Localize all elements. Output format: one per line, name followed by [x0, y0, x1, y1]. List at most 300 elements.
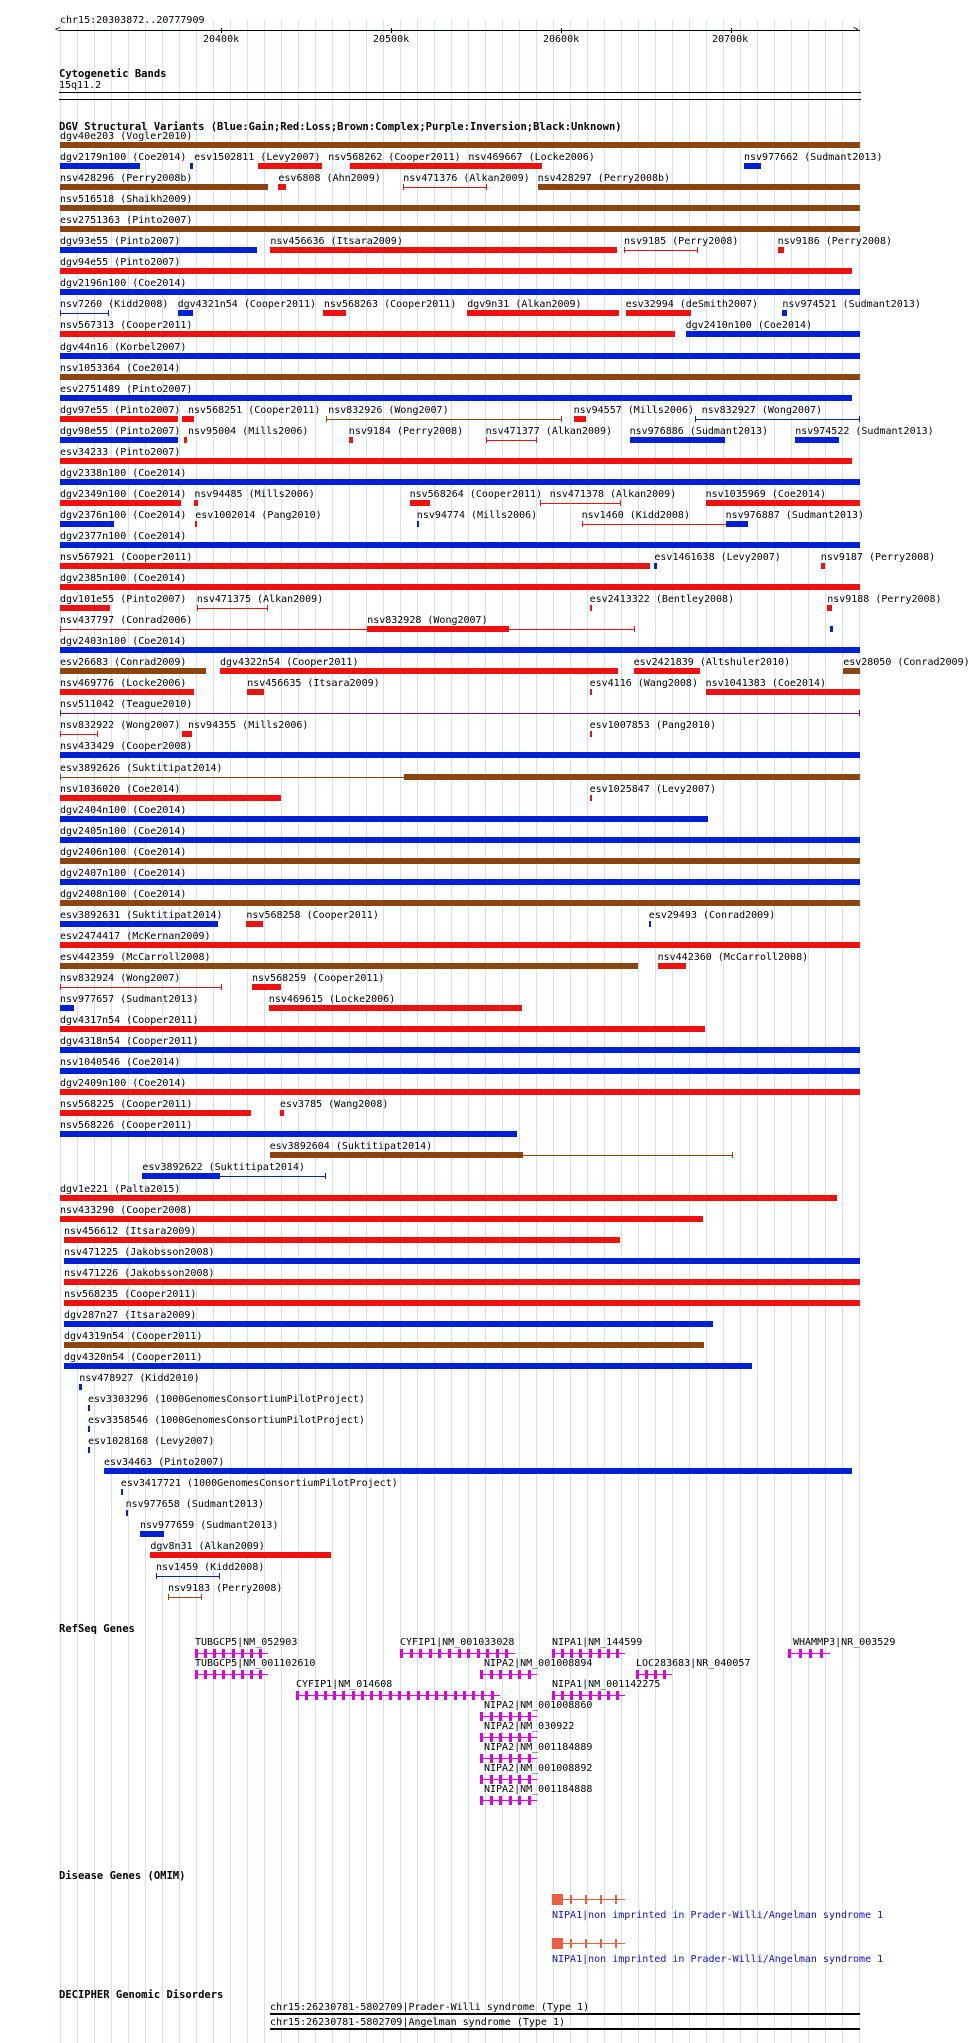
- gene-exon: [509, 1733, 512, 1742]
- sv-label: dgv101e55 (Pinto2007): [60, 594, 187, 606]
- gene-exon: [505, 1649, 508, 1658]
- gene-exon: [589, 1691, 592, 1700]
- sv-bar: [142, 1173, 220, 1179]
- sv-label: nsv974521 (Sudmant2013): [782, 299, 921, 311]
- sv-bar: [60, 226, 860, 232]
- gene-exon: [333, 1691, 336, 1700]
- sv-bar: [60, 752, 860, 758]
- sv-bar: [60, 521, 114, 527]
- ruler-tick-label: 20500k: [373, 34, 410, 45]
- sv-label: nsv469615 (Locke2006): [268, 994, 396, 1006]
- gene-exon: [232, 1649, 235, 1658]
- cytoband-title: Cytogenetic Bands: [59, 68, 167, 80]
- gene-exon: [426, 1691, 429, 1700]
- sv-label: dgv97e55 (Pinto2007): [60, 404, 181, 416]
- sv-bar: [574, 416, 586, 422]
- gene-exon: [561, 1649, 564, 1658]
- gene-exon: [250, 1670, 253, 1679]
- sv-bar: [60, 584, 860, 590]
- gene-exon: [324, 1691, 327, 1700]
- sv-bar: [60, 437, 178, 443]
- sv-bar: [64, 1237, 620, 1243]
- gene-exon: [435, 1691, 438, 1700]
- sv-label: esv29493 (Conrad2009): [648, 909, 776, 921]
- gene-exon: [518, 1796, 521, 1805]
- gene-exon: [499, 1796, 502, 1805]
- sv-bar: [744, 163, 761, 169]
- sv-bar: [323, 310, 346, 316]
- sv-bar: [60, 542, 860, 548]
- sv-label: nsv1460 (Kidd2008): [581, 509, 690, 521]
- gene-exon: [509, 1754, 512, 1763]
- sv-bar: [60, 816, 708, 822]
- gene-label: TUBGCP5|NM_052903: [195, 1637, 298, 1648]
- sv-label: dgv2404n100 (Coe2014): [60, 804, 187, 816]
- sv-bar: [150, 1552, 331, 1558]
- sv-label: dgv2407n100 (Coe2014): [60, 867, 187, 879]
- gene-exon: [467, 1649, 470, 1658]
- gene-exon: [645, 1670, 648, 1679]
- gene-exon: [463, 1691, 466, 1700]
- sv-bar: [60, 879, 860, 885]
- sv-bar: [634, 668, 700, 674]
- gene-exon: [315, 1691, 318, 1700]
- sv-bar: [403, 187, 487, 188]
- sv-bar-end: [561, 416, 562, 422]
- sv-bar: [60, 987, 222, 988]
- sv-bar: [726, 521, 748, 527]
- sv-bar: [686, 331, 860, 337]
- disease-gene-exon: [600, 1895, 602, 1904]
- sv-label: nsv511042 (Teague2010): [60, 699, 193, 711]
- sv-bar: [60, 1068, 860, 1074]
- gene-label: TUBGCP5|NM_001102610: [195, 1658, 316, 1669]
- sv-label: nsv568262 (Cooper2011): [328, 152, 461, 164]
- ruler-tick-label: 20600k: [543, 34, 580, 45]
- gene-exon: [204, 1670, 207, 1679]
- sv-label: esv2413322 (Bentley2008): [589, 594, 735, 606]
- grid-line: [825, 20, 826, 2043]
- sv-label: esv3358546 (1000GenomesConsortiumPilotProject): [88, 1415, 365, 1427]
- sv-bar-end: [60, 731, 61, 737]
- sv-label: esv1028168 (Levy2007): [88, 1436, 215, 1448]
- sv-label: esv3892604 (Suktitipat2014): [269, 1141, 433, 1153]
- sv-label: dgv44n16 (Korbel2007): [60, 341, 187, 353]
- sv-bar: [60, 942, 860, 948]
- gene-exon: [509, 1775, 512, 1784]
- sv-bar: [706, 500, 860, 506]
- ruler-axis: [60, 30, 860, 31]
- sv-label: esv1025847 (Levy2007): [589, 783, 717, 795]
- sv-label: nsv568258 (Cooper2011): [246, 909, 379, 921]
- sv-bar: [60, 1089, 860, 1095]
- sv-label: esv34233 (Pinto2007): [60, 446, 181, 458]
- sv-bar: [88, 1405, 90, 1411]
- sv-label: esv3417721 (1000GenomesConsortiumPilotProject): [120, 1478, 398, 1490]
- refseq-title: RefSeq Genes: [59, 1623, 135, 1635]
- sv-label: esv3785 (Wang2008): [280, 1099, 389, 1111]
- gene-exon: [570, 1649, 573, 1658]
- sv-bar-end: [620, 500, 621, 506]
- sv-label: nsv7260 (Kidd2008): [60, 299, 169, 311]
- sv-bar-end: [197, 605, 198, 611]
- disease-gene-exon: [570, 1939, 572, 1948]
- sv-label: esv3303296 (1000GenomesConsortiumPilotProject): [88, 1394, 365, 1405]
- sv-bar: [60, 795, 281, 801]
- gene-exon: [204, 1649, 207, 1658]
- sv-bar: [349, 437, 353, 443]
- sv-bar: [60, 563, 650, 569]
- ruler-tick: [561, 28, 562, 33]
- sv-bar: [654, 563, 656, 569]
- sv-label: nsv1041383 (Coe2014): [705, 678, 827, 690]
- gene-exon: [579, 1691, 582, 1700]
- sv-label: dgv4320n54 (Cooper2011): [64, 1351, 203, 1363]
- sv-bar: [121, 1489, 123, 1495]
- sv-label: nsv471377 (Alkan2009): [485, 425, 613, 437]
- sv-label: dgv287n27 (Itsara2009): [64, 1309, 197, 1321]
- sv-bar: [60, 458, 852, 464]
- sv-bar: [270, 247, 616, 253]
- gene-exon: [361, 1691, 364, 1700]
- sv-bar: [64, 1300, 860, 1306]
- sv-bar-end: [540, 500, 541, 506]
- sv-label: nsv568226 (Cooper2011): [60, 1120, 193, 1132]
- disease-gene-box: [552, 1938, 563, 1949]
- sv-bar: [60, 837, 860, 843]
- sv-label: nsv9187 (Perry2008): [820, 552, 936, 563]
- sv-bar: [64, 1258, 860, 1264]
- gene-exon: [259, 1670, 262, 1679]
- gene-label: NIPA2|NM_030922: [484, 1721, 575, 1732]
- grid-line: [859, 20, 860, 2043]
- gene-label: WHAMMP3|NR_003529: [793, 1637, 896, 1648]
- gene-exon: [518, 1754, 521, 1763]
- gene-exon: [472, 1691, 475, 1700]
- sv-bar: [64, 1279, 860, 1285]
- gene-exon: [296, 1691, 299, 1700]
- gene-exon: [496, 1649, 499, 1658]
- sv-label: dgv93e55 (Pinto2007): [60, 236, 181, 248]
- sv-label: esv2474417 (McKernan2009): [60, 930, 211, 942]
- sv-label: esv28050 (Conrad2009): [843, 657, 970, 669]
- gene-exon: [389, 1691, 392, 1700]
- sv-label: dgv8n31 (Alkan2009): [150, 1541, 265, 1553]
- sv-label: dgv4317n54 (Cooper2011): [60, 1015, 199, 1027]
- gene-exon: [407, 1691, 410, 1700]
- sv-label: dgv2377n100 (Coe2014): [60, 530, 187, 542]
- sv-label: nsv832922 (Wong2007): [60, 720, 181, 732]
- gene-exon: [491, 1691, 494, 1700]
- sv-label: nsv437797 (Conrad2006): [60, 615, 193, 627]
- sv-label: nsv977657 (Sudmant2013): [60, 994, 199, 1006]
- sv-bar: [590, 795, 592, 801]
- sv-bar: [252, 984, 281, 990]
- sv-label: nsv977662 (Sudmant2013): [744, 152, 883, 164]
- sv-bar: [326, 419, 561, 420]
- sv-label: nsv568235 (Cooper2011): [64, 1288, 197, 1300]
- sv-label: nsv456635 (Itsara2009): [247, 678, 380, 690]
- cytoband-line: [59, 92, 861, 93]
- sv-bar: [60, 353, 860, 359]
- sv-label: nsv428296 (Perry2008b): [60, 173, 193, 185]
- gene-exon: [499, 1733, 502, 1742]
- ruler-tick: [221, 28, 222, 33]
- sv-bar: [630, 437, 725, 443]
- gene-label: NIPA2|NM_001008894: [484, 1658, 593, 1669]
- gene-exon: [499, 1775, 502, 1784]
- sv-bar-end: [201, 1594, 202, 1600]
- decipher-label: chr15:26230781-5802709|Prader-Willi syndrome (Type 1): [270, 2002, 590, 2013]
- gene-exon: [636, 1670, 639, 1679]
- gene-exon: [616, 1649, 619, 1658]
- sv-bar-end: [403, 184, 404, 190]
- sv-bar: [60, 1216, 703, 1222]
- sv-bar: [706, 689, 860, 695]
- gene-exon: [429, 1649, 432, 1658]
- sv-bar: [60, 858, 860, 864]
- sv-bar: [60, 313, 109, 314]
- sv-label: dgv2196n100 (Coe2014): [60, 278, 187, 290]
- gene-exon: [528, 1712, 531, 1721]
- gene-exon: [444, 1691, 447, 1700]
- sv-bar: [658, 963, 686, 969]
- sv-label: dgv2406n100 (Coe2014): [60, 846, 187, 858]
- sv-bar: [821, 563, 825, 569]
- gene-exon: [518, 1733, 521, 1742]
- sv-label: nsv1040546 (Coe2014): [60, 1057, 181, 1069]
- gene-exon: [477, 1649, 480, 1658]
- gene-exon: [370, 1691, 373, 1700]
- gene-exon: [518, 1670, 521, 1679]
- sv-label: dgv98e55 (Pinto2007): [60, 425, 181, 437]
- sv-bar: [88, 1426, 90, 1432]
- ruler-tick-label: 20700k: [712, 34, 749, 45]
- sv-bar: [350, 163, 541, 169]
- gene-exon: [195, 1649, 198, 1658]
- sv-bar: [649, 921, 651, 927]
- gene-exon: [213, 1649, 216, 1658]
- sv-bar-end: [60, 710, 61, 716]
- sv-bar: [182, 416, 193, 422]
- decipher-bar: [270, 2028, 860, 2030]
- sv-bar: [367, 626, 509, 632]
- gene-exon: [490, 1775, 493, 1784]
- sv-bar: [270, 1152, 524, 1158]
- sv-bar: [197, 608, 268, 609]
- gene-label: NIPA2|NM_001184888: [484, 1784, 593, 1795]
- sv-label: dgv2338n100 (Coe2014): [60, 467, 187, 479]
- sv-label: dgv4321n54 (Cooper2011): [177, 299, 317, 311]
- sv-bar-end: [326, 416, 327, 422]
- sv-bar: [405, 774, 860, 780]
- sv-label: dgv9n31 (Alkan2009): [467, 299, 582, 311]
- sv-bar: [60, 963, 638, 969]
- disease-gene-label: NIPA1|non imprinted in Prader-Willi/Angelman syndrome 1: [552, 1954, 884, 1965]
- sv-bar: [60, 374, 860, 380]
- gene-exon: [241, 1670, 244, 1679]
- sv-label: esv442359 (McCarroll2008): [60, 951, 211, 963]
- gene-exon: [528, 1796, 531, 1805]
- gene-exon: [342, 1691, 345, 1700]
- sv-bar: [626, 310, 692, 316]
- gene-exon: [490, 1733, 493, 1742]
- sv-label: nsv433429 (Cooper2008): [60, 741, 193, 753]
- sv-bar-end: [156, 1573, 157, 1579]
- gene-exon: [499, 1670, 502, 1679]
- sv-bar: [60, 713, 860, 714]
- sv-bar: [104, 1468, 852, 1474]
- sv-label: nsv568225 (Cooper2011): [60, 1099, 193, 1111]
- sv-bar: [830, 626, 832, 632]
- sv-bar-end: [221, 984, 222, 990]
- gene-exon: [809, 1649, 812, 1658]
- sv-bar: [60, 163, 140, 169]
- disease-gene-exon: [600, 1939, 602, 1948]
- sv-label: dgv2410n100 (Coe2014): [685, 320, 813, 332]
- sv-bar: [60, 479, 860, 485]
- sv-bar: [60, 184, 268, 190]
- sv-label: esv32994 (deSmith2007): [625, 299, 759, 311]
- disease-gene-exon: [570, 1895, 572, 1904]
- sv-bar: [60, 1195, 837, 1201]
- gene-exon: [552, 1649, 555, 1658]
- sv-label: nsv9186 (Perry2008): [777, 236, 892, 248]
- sv-bar: [194, 500, 197, 506]
- gene-exon: [419, 1649, 422, 1658]
- sv-label: dgv2409n100 (Coe2014): [60, 1078, 187, 1090]
- sv-label: dgv2385n100 (Coe2014): [60, 573, 187, 585]
- sv-bar: [60, 142, 860, 148]
- gene-exon: [480, 1733, 483, 1742]
- gene-exon: [481, 1691, 484, 1700]
- gene-exon: [820, 1649, 823, 1658]
- gene-exon: [417, 1691, 420, 1700]
- sv-label: nsv428297 (Perry2008b): [537, 173, 671, 185]
- sv-label: nsv9184 (Perry2008): [348, 425, 464, 437]
- sv-bar: [64, 1342, 704, 1348]
- sv-bar: [695, 419, 860, 420]
- sv-label: nsv1035969 (Coe2014): [705, 488, 827, 500]
- gene-exon: [589, 1649, 592, 1658]
- sv-bar: [778, 247, 784, 253]
- gene-exon: [528, 1775, 531, 1784]
- cytoband-line: [59, 99, 861, 100]
- sv-bar-end: [219, 1573, 220, 1579]
- sv-label: dgv2408n100 (Coe2014): [60, 888, 187, 900]
- sv-bar: [258, 163, 322, 169]
- decipher-bar: [270, 2013, 860, 2015]
- gene-exon: [222, 1649, 225, 1658]
- gene-exon: [458, 1649, 461, 1658]
- gene-exon: [499, 1712, 502, 1721]
- gene-exon: [607, 1649, 610, 1658]
- sv-label: esv1461638 (Levy2007): [654, 552, 781, 563]
- sv-bar: [590, 731, 592, 737]
- gene-exon: [438, 1649, 441, 1658]
- sv-bar: [168, 1597, 202, 1598]
- gene-label: NIPA2|NM_001184889: [484, 1742, 593, 1753]
- sv-bar: [140, 1531, 164, 1537]
- ruler-arrow: >: [853, 25, 859, 35]
- gene-exon: [598, 1691, 601, 1700]
- sv-bar: [79, 1384, 81, 1390]
- sv-label: dgv2403n100 (Coe2014): [60, 636, 187, 648]
- gene-exon: [241, 1649, 244, 1658]
- gene-exon: [561, 1691, 564, 1700]
- sv-bar-end: [168, 1594, 169, 1600]
- sv-bar: [60, 629, 635, 630]
- sv-label: dgv2349n100 (Coe2014): [60, 488, 187, 500]
- sv-label: esv2751489 (Pinto2007): [60, 383, 193, 395]
- sv-bar: [280, 1110, 284, 1116]
- disease-gene-exon: [585, 1939, 587, 1948]
- sv-bar: [156, 1576, 220, 1577]
- gene-exon: [398, 1691, 401, 1700]
- sv-bar: [60, 668, 206, 674]
- gene-exon: [490, 1796, 493, 1805]
- sv-label: nsv832928 (Wong2007): [367, 615, 488, 627]
- sv-label: nsv94355 (Mills2006): [188, 720, 309, 732]
- sv-bar: [246, 921, 263, 927]
- sv-label: nsv94774 (Mills2006): [416, 509, 538, 521]
- sv-bar: [64, 1321, 713, 1327]
- gene-exon: [195, 1670, 198, 1679]
- sv-label: nsv976886 (Sudmant2013): [629, 425, 769, 437]
- sv-label: nsv9183 (Perry2008): [168, 1583, 283, 1595]
- sv-label: nsv567921 (Cooper2011): [60, 552, 193, 563]
- decipher-title: DECIPHER Genomic Disorders: [59, 1989, 224, 2001]
- sv-label: nsv568251 (Cooper2011): [188, 404, 321, 416]
- sv-label: dgv1e221 (Palta2015): [60, 1183, 181, 1195]
- region-label: chr15:20303872..20777909: [60, 15, 205, 26]
- gene-exon: [480, 1712, 483, 1721]
- disease-gene-label: NIPA1|non imprinted in Prader-Willi/Angelman syndrome 1: [552, 1910, 884, 1921]
- sv-label: dgv4322n54 (Cooper2011): [220, 657, 359, 669]
- sv-label: nsv456636 (Itsara2009): [270, 236, 403, 248]
- gene-label: NIPA1|NM_001142275: [552, 1679, 661, 1690]
- gene-exon: [509, 1670, 512, 1679]
- sv-bar-end: [267, 605, 268, 611]
- sv-bar: [486, 440, 537, 441]
- sv-bar: [60, 605, 110, 611]
- sv-label: nsv977658 (Sudmant2013): [125, 1499, 265, 1511]
- gene-label: CYFIP1|NM_001033028: [400, 1637, 515, 1648]
- sv-label: nsv471225 (Jakobsson2008): [64, 1246, 215, 1258]
- sv-label: esv3892631 (Suktitipat2014): [60, 909, 223, 921]
- disease-gene-exon: [615, 1895, 617, 1904]
- sv-bar-end: [697, 247, 698, 253]
- sv-bar: [60, 734, 98, 735]
- disease-gene-box: [552, 1894, 563, 1905]
- sv-bar: [60, 777, 405, 778]
- sv-bar-end: [60, 984, 61, 990]
- sv-bar: [467, 310, 619, 316]
- sv-bar: [538, 184, 860, 190]
- sv-bar-end: [60, 774, 61, 780]
- sv-bar: [782, 310, 787, 316]
- sv-label: esv3892622 (Suktitipat2014): [142, 1162, 305, 1174]
- sv-label: dgv2376n100 (Coe2014): [60, 509, 187, 521]
- sv-bar: [60, 247, 257, 253]
- sv-bar: [182, 731, 192, 737]
- sv-bar: [60, 1047, 860, 1053]
- sv-label: nsv469776 (Locke2006): [60, 678, 187, 690]
- sv-label: nsv94485 (Mills2006): [194, 488, 315, 500]
- sv-bar-end: [634, 626, 635, 632]
- sv-bar-end: [97, 731, 98, 737]
- sv-label: nsv974522 (Sudmant2013): [795, 425, 934, 437]
